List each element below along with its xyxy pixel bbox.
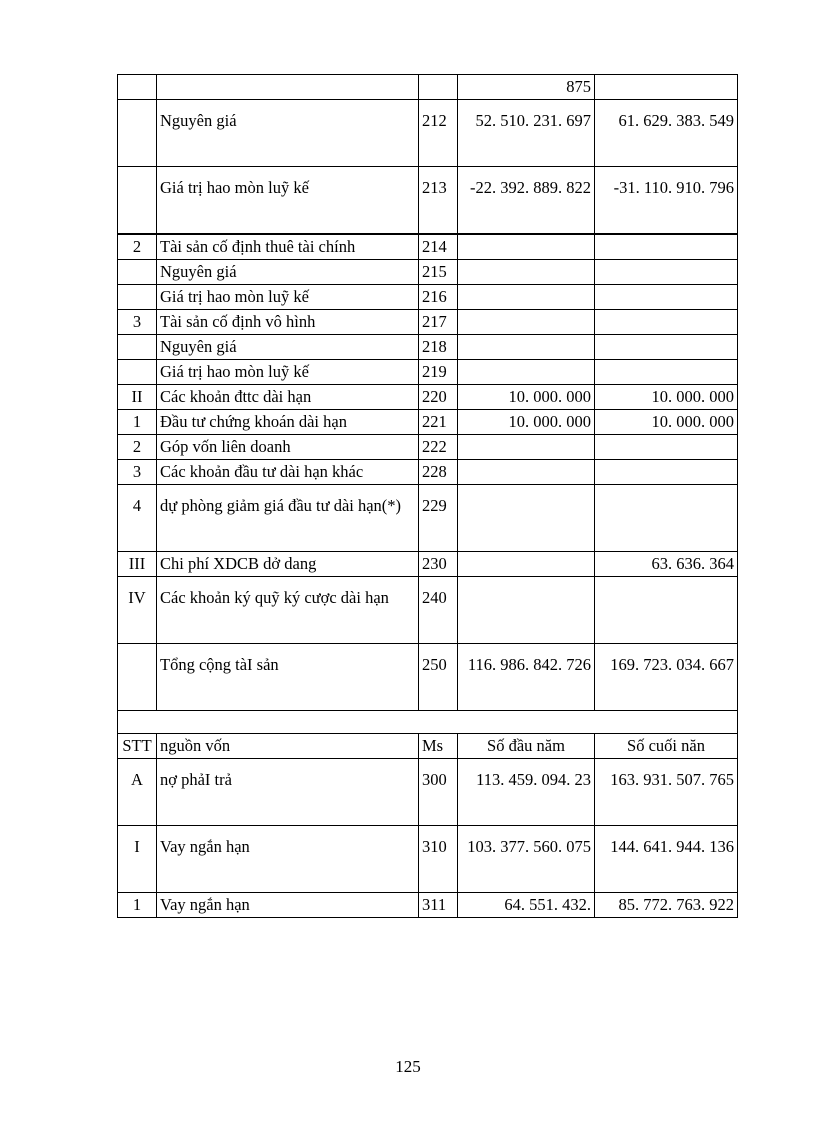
- row-end-value-cell: 144. 641. 944. 136: [595, 826, 738, 893]
- row-start-value-cell: [458, 460, 595, 485]
- row-end-value-cell: [595, 285, 738, 310]
- row-stt-cell: 3: [118, 460, 157, 485]
- row-end-value-cell: 63. 636. 364: [595, 552, 738, 577]
- row-start-value-cell: [458, 260, 595, 285]
- row-stt-cell: 1: [118, 410, 157, 435]
- row-stt-cell: A: [118, 759, 157, 826]
- row-end-value-cell: -31. 110. 910. 796: [595, 167, 738, 235]
- row-start-value-cell: [458, 310, 595, 335]
- row-code-cell: 250: [419, 644, 458, 711]
- row-name-cell: dự phòng giảm giá đầu tư dài hạn(*): [157, 485, 419, 552]
- row-name-cell: Đầu tư chứng khoán dài hạn: [157, 410, 419, 435]
- row-stt-cell: [118, 167, 157, 235]
- row-start-value-cell: 103. 377. 560. 075: [458, 826, 595, 893]
- row-end-value-cell: 61. 629. 383. 549: [595, 100, 738, 167]
- page-number: 125: [395, 1057, 421, 1076]
- table-row: [118, 310, 738, 335]
- row-code-cell: 214: [419, 234, 458, 260]
- row-start-value-cell: [458, 552, 595, 577]
- row-code-cell: 218: [419, 335, 458, 360]
- table-row: [118, 360, 738, 385]
- header-name: nguồn vốn: [157, 734, 419, 759]
- row-end-value-cell: 169. 723. 034. 667: [595, 644, 738, 711]
- row-start-value-cell: [458, 335, 595, 360]
- row-end-value-cell: [595, 75, 738, 100]
- row-stt-cell: 2: [118, 234, 157, 260]
- row-stt-cell: III: [118, 552, 157, 577]
- row-code-cell: 219: [419, 360, 458, 385]
- balance-sheet-table-container: [117, 74, 738, 918]
- row-stt-cell: 1: [118, 893, 157, 918]
- table-row: [118, 893, 738, 918]
- table-row: [118, 577, 738, 644]
- row-name-cell: Giá trị hao mòn luỹ kế: [157, 167, 419, 235]
- table-row: [118, 410, 738, 435]
- row-start-value-cell: 875: [458, 75, 595, 100]
- row-code-cell: 300: [419, 759, 458, 826]
- table-row: [118, 644, 738, 711]
- row-end-value-cell: [595, 485, 738, 552]
- row-name-cell: Nguyên giá: [157, 260, 419, 285]
- row-end-value-cell: 163. 931. 507. 765: [595, 759, 738, 826]
- row-end-value-cell: 10. 000. 000: [595, 385, 738, 410]
- row-stt-cell: I: [118, 826, 157, 893]
- row-code-cell: [419, 75, 458, 100]
- table-row: [118, 385, 738, 410]
- table-row: [118, 260, 738, 285]
- row-name-cell: Các khoản ký quỹ ký cược dài hạn: [157, 577, 419, 644]
- table-row: [118, 167, 738, 235]
- table-row: [118, 460, 738, 485]
- row-start-value-cell: [458, 577, 595, 644]
- row-end-value-cell: 85. 772. 763. 922: [595, 893, 738, 918]
- row-start-value-cell: 52. 510. 231. 697: [458, 100, 595, 167]
- row-stt-cell: [118, 360, 157, 385]
- row-code-cell: 229: [419, 485, 458, 552]
- row-name-cell: Chi phí XDCB dở dang: [157, 552, 419, 577]
- row-start-value-cell: [458, 285, 595, 310]
- table-row: [118, 485, 738, 552]
- row-code-cell: 310: [419, 826, 458, 893]
- row-code-cell: 215: [419, 260, 458, 285]
- row-start-value-cell: 64. 551. 432.: [458, 893, 595, 918]
- table-row: [118, 335, 738, 360]
- row-code-cell: 222: [419, 435, 458, 460]
- row-end-value-cell: [595, 260, 738, 285]
- row-end-value-cell: [595, 577, 738, 644]
- row-start-value-cell: 10. 000. 000: [458, 410, 595, 435]
- row-start-value-cell: [458, 435, 595, 460]
- row-name-cell: Tổng cộng tàI sản: [157, 644, 419, 711]
- row-code-cell: 240: [419, 577, 458, 644]
- row-name-cell: Giá trị hao mòn luỹ kế: [157, 360, 419, 385]
- table-row: [118, 75, 738, 100]
- row-start-value-cell: [458, 485, 595, 552]
- table-body: [118, 75, 738, 918]
- table-row: [118, 552, 738, 577]
- table-row: [118, 826, 738, 893]
- row-name-cell: Nguyên giá: [157, 335, 419, 360]
- row-code-cell: 217: [419, 310, 458, 335]
- header-end-value: Số cuối năn: [595, 734, 738, 759]
- row-name-cell: Góp vốn liên doanh: [157, 435, 419, 460]
- row-stt-cell: IV: [118, 577, 157, 644]
- row-stt-cell: [118, 644, 157, 711]
- row-start-value-cell: 116. 986. 842. 726: [458, 644, 595, 711]
- row-start-value-cell: 10. 000. 000: [458, 385, 595, 410]
- row-stt-cell: II: [118, 385, 157, 410]
- spacer-cell: [118, 711, 738, 734]
- row-start-value-cell: 113. 459. 094. 23: [458, 759, 595, 826]
- row-end-value-cell: [595, 435, 738, 460]
- row-start-value-cell: [458, 234, 595, 260]
- row-end-value-cell: [595, 234, 738, 260]
- row-name-cell: Các khoản đttc dài hạn: [157, 385, 419, 410]
- row-stt-cell: [118, 335, 157, 360]
- row-stt-cell: 3: [118, 310, 157, 335]
- row-code-cell: 216: [419, 285, 458, 310]
- spacer-row: [118, 711, 738, 734]
- row-end-value-cell: [595, 335, 738, 360]
- row-start-value-cell: [458, 360, 595, 385]
- row-code-cell: 230: [419, 552, 458, 577]
- row-code-cell: 213: [419, 167, 458, 235]
- balance-sheet-table: [117, 74, 738, 918]
- row-code-cell: 228: [419, 460, 458, 485]
- row-code-cell: 311: [419, 893, 458, 918]
- row-code-cell: 221: [419, 410, 458, 435]
- table-row: [118, 234, 738, 260]
- header-code: Ms: [419, 734, 458, 759]
- row-stt-cell: [118, 285, 157, 310]
- row-stt-cell: 2: [118, 435, 157, 460]
- header-stt: STT: [118, 734, 157, 759]
- row-stt-cell: [118, 100, 157, 167]
- row-start-value-cell: -22. 392. 889. 822: [458, 167, 595, 235]
- row-end-value-cell: 10. 000. 000: [595, 410, 738, 435]
- liabilities-header-row: [118, 734, 738, 759]
- row-code-cell: 212: [419, 100, 458, 167]
- row-name-cell: [157, 75, 419, 100]
- row-stt-cell: 4: [118, 485, 157, 552]
- header-start-value: Số đầu năm: [458, 734, 595, 759]
- row-end-value-cell: [595, 360, 738, 385]
- row-name-cell: Nguyên giá: [157, 100, 419, 167]
- row-name-cell: Tài sản cố định thuê tài chính: [157, 234, 419, 260]
- row-stt-cell: [118, 260, 157, 285]
- row-end-value-cell: [595, 310, 738, 335]
- row-code-cell: 220: [419, 385, 458, 410]
- row-end-value-cell: [595, 460, 738, 485]
- table-row: [118, 285, 738, 310]
- table-row: [118, 435, 738, 460]
- row-name-cell: Vay ngắn hạn: [157, 826, 419, 893]
- table-row: [118, 100, 738, 167]
- row-name-cell: nợ phảI trả: [157, 759, 419, 826]
- row-name-cell: Giá trị hao mòn luỹ kế: [157, 285, 419, 310]
- table-row: [118, 759, 738, 826]
- row-name-cell: Tài sản cố định vô hình: [157, 310, 419, 335]
- row-name-cell: Vay ngắn hạn: [157, 893, 419, 918]
- row-name-cell: Các khoản đầu tư dài hạn khác: [157, 460, 419, 485]
- row-stt-cell: [118, 75, 157, 100]
